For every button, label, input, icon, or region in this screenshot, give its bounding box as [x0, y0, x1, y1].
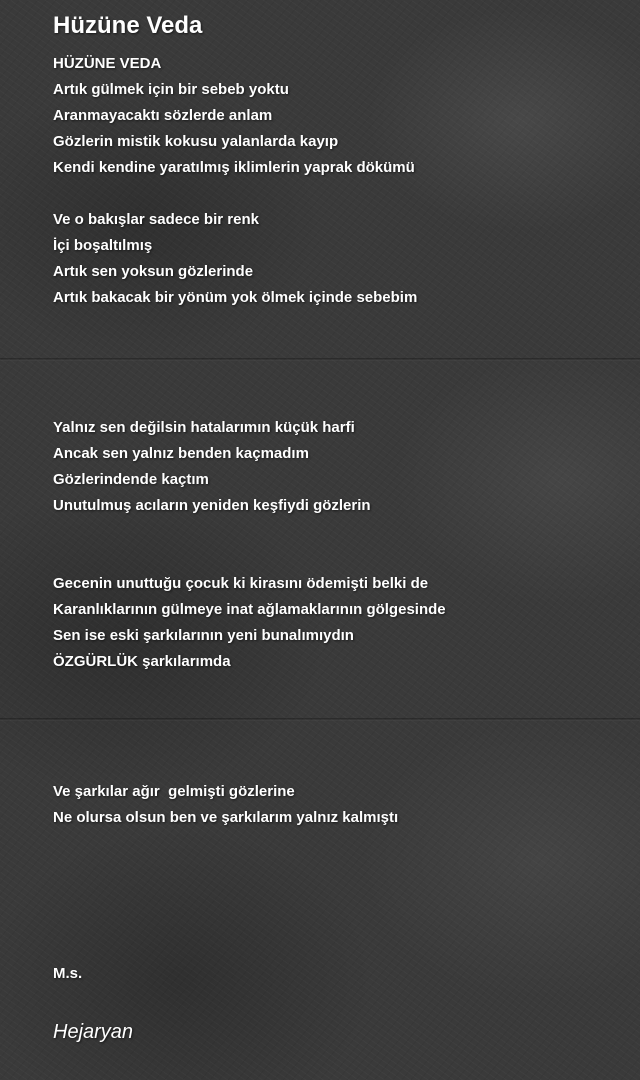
poem-title: Hüzüne Veda — [53, 12, 203, 39]
stanza-gap — [53, 311, 613, 337]
poem-line: Ve şarkılar ağır gelmişti gözlerine — [53, 783, 295, 800]
poem-line: Gözlerin mistik kokusu yalanlarda kayıp — [53, 133, 339, 150]
stanza-gap — [53, 753, 613, 779]
stanza-gap — [53, 545, 613, 571]
stanza-gap — [53, 519, 613, 545]
poem-line: Ancak sen yalnız benden kaçmadım — [53, 445, 309, 462]
stanza-gap — [53, 935, 613, 961]
stanza-gap — [53, 181, 613, 207]
poem-line: Sen ise eski şarkılarının yeni bunalımıydın — [53, 627, 354, 644]
poem-line: İçi boşaltılmış — [53, 237, 153, 254]
poem-line: Yalnız sen değilsin hatalarımın küçük harfi — [53, 419, 355, 436]
stanza-gap — [53, 727, 613, 753]
poem-line: Artık gülmek için bir sebeb yoktu — [53, 81, 289, 98]
stanza-gap — [53, 675, 613, 701]
stanza-gap — [53, 389, 613, 415]
poem-author: Hejaryan — [53, 1021, 134, 1043]
stanza-gap — [53, 831, 613, 857]
stanza-gap — [53, 857, 613, 883]
stanza-gap — [53, 363, 613, 389]
stanza-gap — [53, 909, 613, 935]
poem-line: Ve o bakışlar sadece bir renk — [53, 211, 259, 228]
poem-line: Aranmayacaktı sözlerde anlam — [53, 107, 273, 124]
poem-line: Kendi kendine yaratılmış iklimlerin yaprak dökümü — [53, 159, 415, 176]
poem-line: ÖZGÜRLÜK şarkılarımda — [53, 653, 231, 670]
poem-line: Artık bakacak bir yönüm yok ölmek içinde sebebim — [53, 289, 418, 306]
poem-body — [53, 51, 613, 987]
poem-line: M.s. — [53, 965, 83, 982]
stanza-gap — [53, 337, 613, 363]
poem-line: Artık sen yoksun gözlerinde — [53, 263, 254, 280]
poem-line: Karanlıklarının gülmeye inat ağlamaklarının gölgesinde — [53, 601, 446, 618]
poem-line: Gecenin unuttuğu çocuk ki kirasını ödemişti belki de — [53, 575, 429, 592]
stanza-gap — [53, 701, 613, 727]
poem-line: Ne olursa olsun ben ve şarkılarım yalnız kalmıştı — [53, 809, 399, 826]
stanza-gap — [53, 883, 613, 909]
poem-line: Unutulmuş acıların yeniden keşfiydi gözlerin — [53, 497, 371, 514]
poem-line: Gözlerindende kaçtım — [53, 471, 209, 488]
poem-line: HÜZÜNE VEDA — [53, 55, 162, 72]
